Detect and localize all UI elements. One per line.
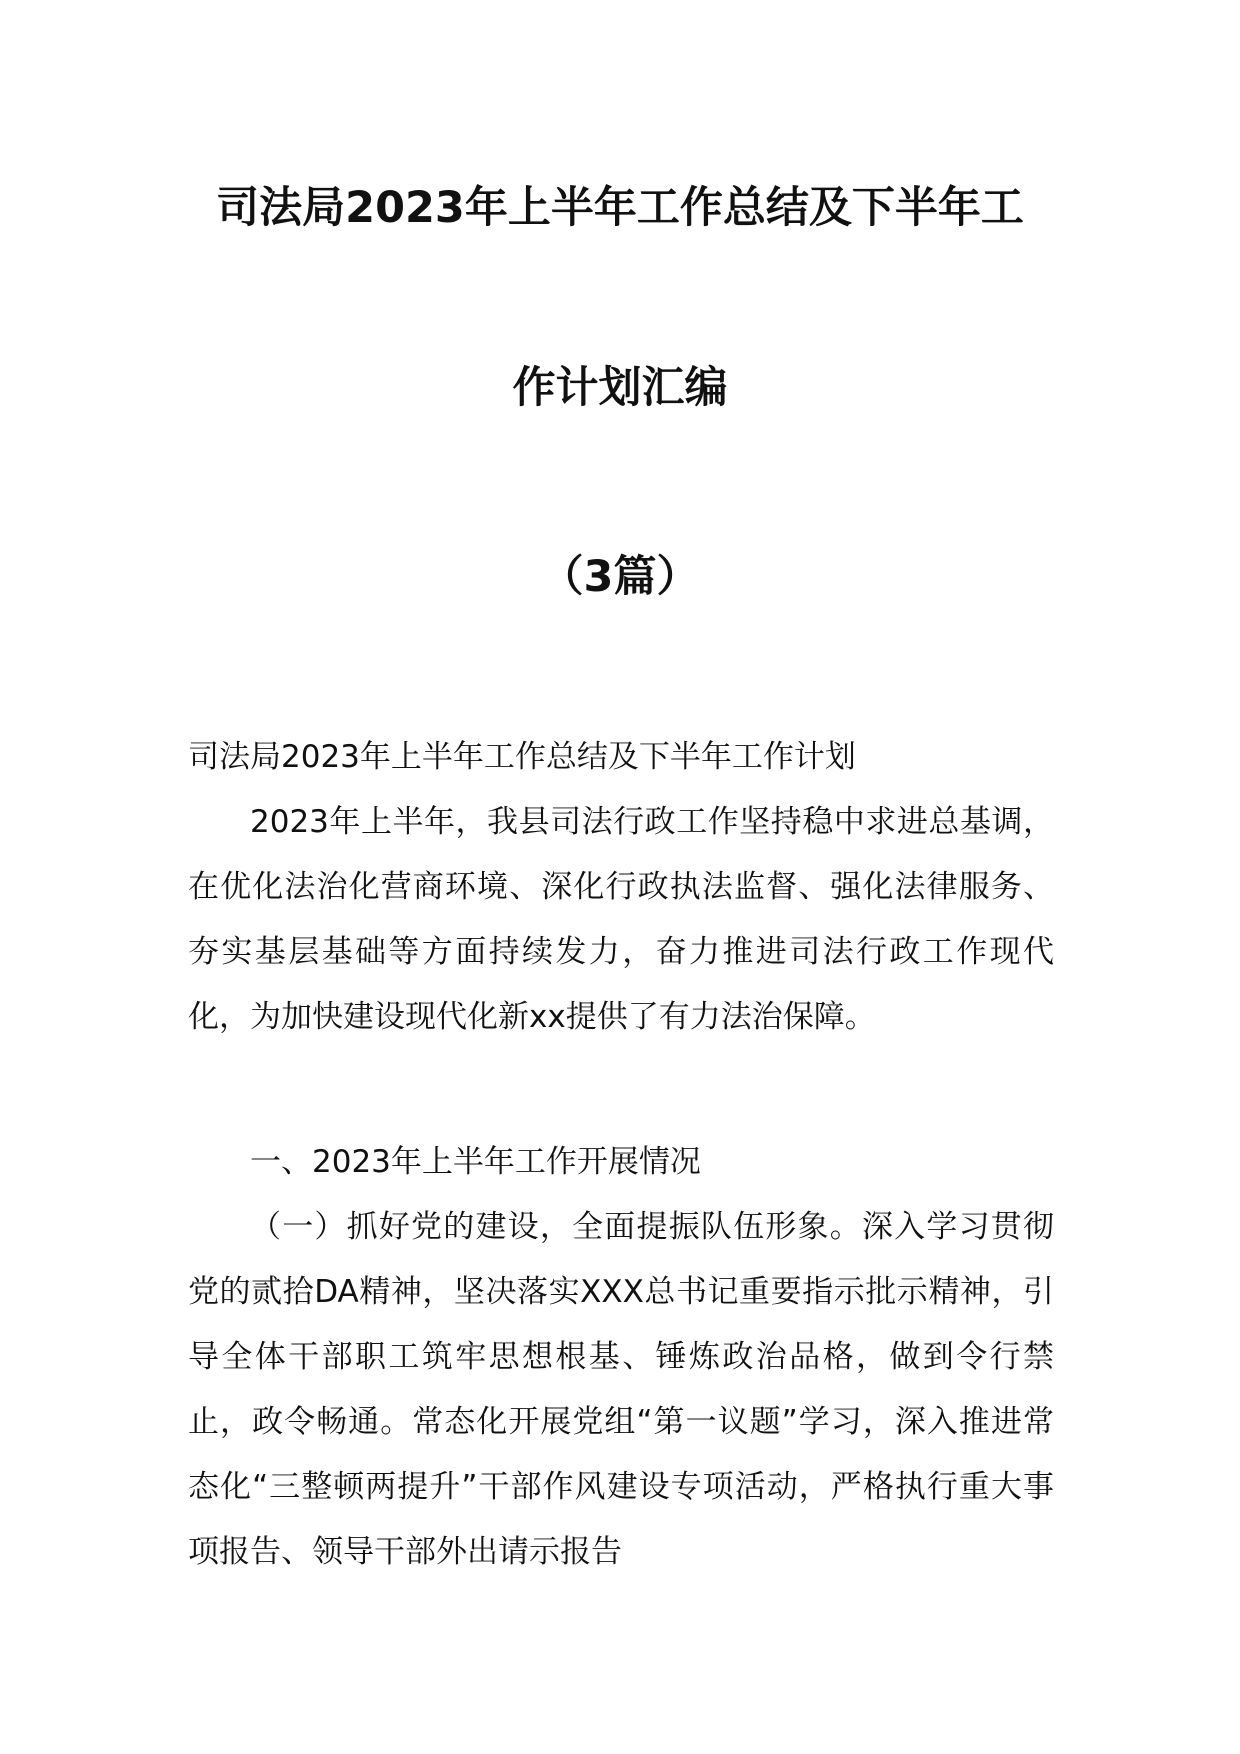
intro-paragraph: 2023年上半年，我县司法行政工作坚持稳中求进总基调，在优化法治化营商环境、深化行政执法监督、强化法律服务、夯实基层基础等方面持续发力，奋力推进司法行政工作现代化，为加快建设现代化新xx提供了有力法治保障。	[188, 804, 1054, 1035]
section-heading: 一、2023年上半年工作开展情况	[250, 1144, 701, 1180]
document-title-line-2: 作计划汇编	[512, 363, 728, 413]
document-title-count: （3篇）	[540, 552, 700, 602]
article-title: 司法局2023年上半年工作总结及下半年工作计划	[188, 739, 856, 775]
document-title-line-1: 司法局2023年上半年工作总结及下半年工	[216, 183, 1024, 233]
body-paragraph: （一）抓好党的建设，全面提振队伍形象。深入学习贯彻党的贰拾DA精神，坚决落实XXX总书记重要指示批示精神，引导全体干部职工筑牢思想根基、锤炼政治品格，做到令行禁止，政令畅通。常态化开展党组“第一议题”学习，深入推进常态化“三整顿两提升”干部作风建设专项活动，严格执行重大事项报告、领导干部外出请示报告	[188, 1209, 1054, 1570]
